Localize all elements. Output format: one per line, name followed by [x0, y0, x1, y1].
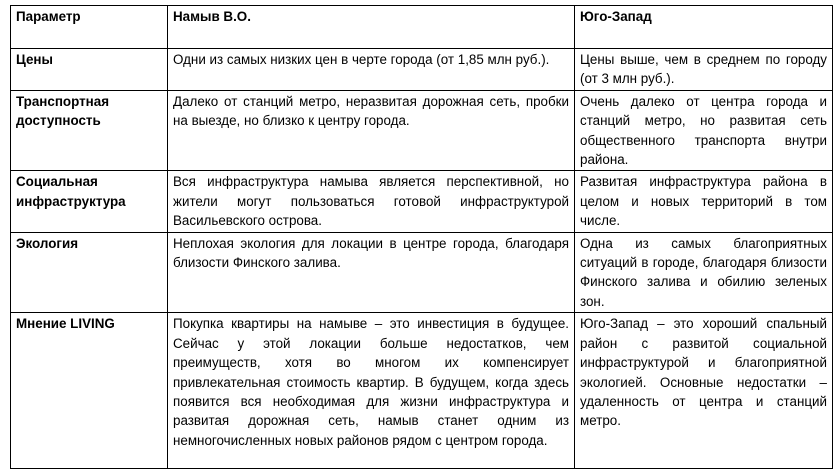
table-row-transport: [11, 90, 833, 171]
header-ugo-zapad: Юго-Запад: [575, 6, 833, 49]
comparison-table: [10, 5, 833, 469]
table-row-prices: [11, 49, 833, 91]
cell-ugo-zapad-social: Развитая инфраструктура района в целом и новых территорий в том числе.: [575, 171, 833, 232]
cell-namyv-prices: Одни из самых низких цен в черте города (от 1,85 млн руб.).: [168, 49, 575, 91]
row-label-prices: Цены: [11, 49, 168, 91]
cell-namyv-transport: Далеко от станций метро, неразвитая дорожная сеть, пробки на выезде, но близко к центру города.: [168, 90, 575, 171]
cell-ugo-zapad-opinion: Юго-Запад – это хороший спальный район с развитой социальной инфраструктурой и благоприятной экологией. Основные недостатки – удаленность от центра и станций метро.: [575, 313, 833, 469]
table-row-social: [11, 171, 833, 232]
row-label-transport: Транспортная доступность: [11, 90, 168, 171]
header-namyv: Намыв В.О.: [168, 6, 575, 49]
row-label-ecology: Экология: [11, 232, 168, 313]
cell-namyv-social: Вся инфраструктура намыва является перспективной, но жители могут пользоваться готовой инфраструктурой Васильевского острова.: [168, 171, 575, 232]
header-row: [11, 6, 833, 49]
cell-ugo-zapad-transport: Очень далеко от центра города и станций метро, но развитая сеть общественного транспорта внутри района.: [575, 90, 833, 171]
cell-ugo-zapad-prices: Цены выше, чем в среднем по городу (от 3 млн руб.).: [575, 49, 833, 91]
cell-ugo-zapad-ecology: Одна из самых благоприятных ситуаций в городе, благодаря близости Финского залива и обилию зеленых зон.: [575, 232, 833, 313]
row-label-social: Социальная инфраструктура: [11, 171, 168, 232]
table-row-ecology: [11, 232, 833, 313]
cell-namyv-opinion: Покупка квартиры на намыве – это инвестиция в будущее. Сейчас у этой локации больше недостатков, чем преимуществ, хотя во многом их компенсирует привлекательная стоимость квартир. В будущем, когда здесь появится вся необходимая для жизни инфраструктура и развитая дорожная сеть, намыв станет одним из немногочисленных новых районов рядом с центром города.: [168, 313, 575, 469]
cell-namyv-ecology: Неплохая экология для локации в центре города, благодаря близости Финского залива.: [168, 232, 575, 313]
row-label-opinion: Мнение LIVING: [11, 313, 168, 469]
table-row-opinion: [11, 313, 833, 469]
header-param: Параметр: [11, 6, 168, 49]
